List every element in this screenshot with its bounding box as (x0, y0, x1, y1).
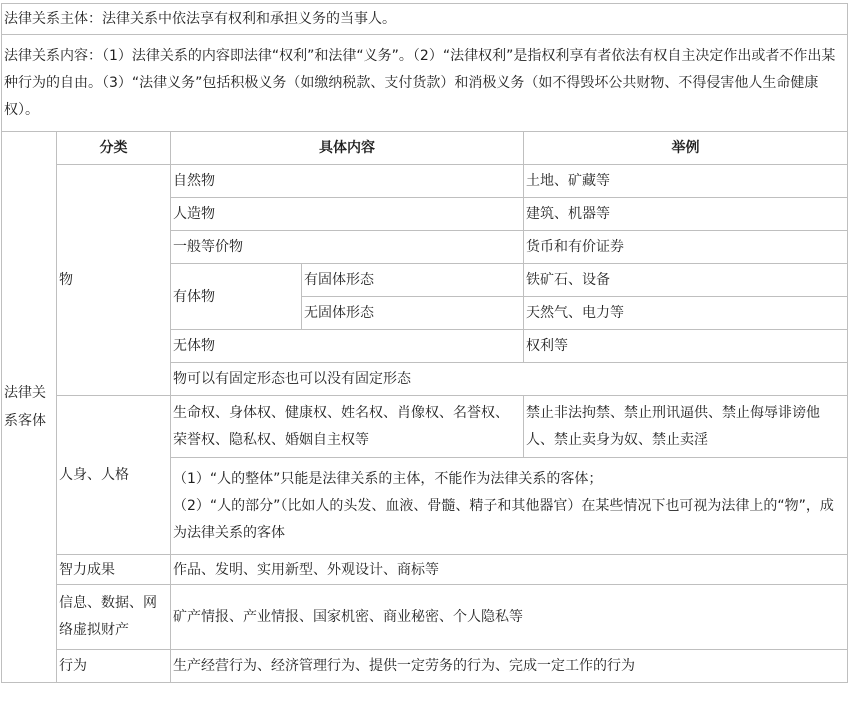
content-row: 法律关系内容：（1）法律关系的内容即法律“权利”和法律“义务”。（2）“法律权利”是指权利享有者依法有权自主决定作出或者不作出某种行为的自由。（3）“法律义务”包括积极义务（如缴纳税款、支付货款）和消极义务（如不得毁坏公共财物、不得侵害他人生命健康权）。 (2, 35, 848, 132)
person-rights: 生命权、身体权、健康权、姓名权、肖像权、名誉权、荣誉权、隐私权、婚姻自主权等 (171, 396, 524, 458)
tangible-thing: 有体物 (171, 264, 302, 330)
intellectual-label: 智力成果 (57, 555, 171, 585)
natural-thing: 自然物 (171, 165, 524, 198)
info-content: 矿产情报、产业情报、国家机密、商业秘密、个人隐私等 (171, 585, 848, 650)
person-note-1: （1）“人的整体”只能是法律关系的主体，不能作为法律关系的客体； (173, 470, 603, 487)
manmade-thing: 人造物 (171, 198, 524, 231)
person-note (171, 458, 848, 555)
person-note-2: （2）“人的部分”（比如人的头发、血液、骨髓、精子和其他器官）在某些情况下也可视为法律上的“物”，成为法律关系的客体 (173, 497, 834, 541)
header-category: 分类 (57, 132, 171, 165)
equivalent-thing-example: 货币和有价证券 (524, 231, 848, 264)
intangible-thing: 无体物 (171, 330, 524, 363)
thing-label: 物 (57, 165, 171, 396)
fixed-form: 有固体形态 (302, 264, 524, 297)
behavior-content: 生产经营行为、经济管理行为、提供一定劳务的行为、完成一定工作的行为 (171, 650, 848, 683)
fixed-form-example: 铁矿石、设备 (524, 264, 848, 297)
behavior-label: 行为 (57, 650, 171, 683)
person-label: 人身、人格 (57, 396, 171, 555)
equivalent-thing: 一般等价物 (171, 231, 524, 264)
subject-row: 法律关系主体：法律关系中依法享有权利和承担义务的当事人。 (2, 4, 848, 35)
header-example: 举例 (524, 132, 848, 165)
law-relation-table (1, 3, 848, 683)
info-label: 信息、数据、网络虚拟财产 (57, 585, 171, 650)
object-label: 法律关系客体 (2, 132, 57, 683)
nonfixed-form-example: 天然气、电力等 (524, 297, 848, 330)
intangible-thing-example: 权利等 (524, 330, 848, 363)
person-rights-example: 禁止非法拘禁、禁止刑讯逼供、禁止侮辱诽谤他人、禁止卖身为奴、禁止卖淫 (524, 396, 848, 458)
header-content: 具体内容 (171, 132, 524, 165)
natural-thing-example: 土地、矿藏等 (524, 165, 848, 198)
thing-note: 物可以有固定形态也可以没有固定形态 (171, 363, 848, 396)
nonfixed-form: 无固体形态 (302, 297, 524, 330)
intellectual-content: 作品、发明、实用新型、外观设计、商标等 (171, 555, 848, 585)
manmade-thing-example: 建筑、机器等 (524, 198, 848, 231)
